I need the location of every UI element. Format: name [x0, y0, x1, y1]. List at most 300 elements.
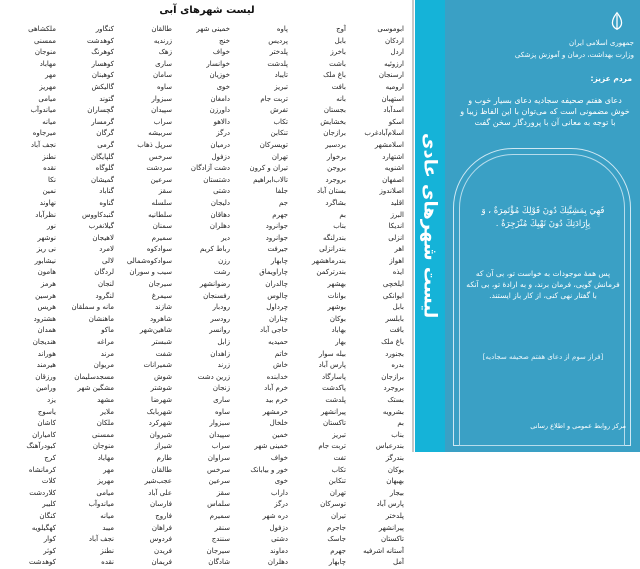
city-name: مهر	[103, 465, 114, 474]
city-name: چالدران	[265, 280, 288, 289]
city-name: اسلام‌آباد‌غرب	[364, 129, 404, 138]
city-name: مشهد	[97, 396, 114, 404]
city-name: خواف	[270, 453, 288, 462]
city-name: تیران و کرون	[249, 164, 288, 173]
city-name: مهریز	[97, 477, 114, 486]
city-name: پاسارگاد	[321, 372, 346, 381]
city-name: بوانات	[327, 291, 346, 300]
city-column-6	[56, 24, 114, 569]
city-name: کوهدشت	[86, 36, 114, 45]
city-name: کوهدشت	[28, 558, 56, 567]
city-name: بروجن	[327, 164, 346, 173]
city-name: گرمسار	[91, 117, 114, 126]
city-name: شاهین‌شهر	[139, 326, 172, 335]
city-name: دالاهو	[213, 117, 230, 126]
city-name: خمین	[272, 430, 288, 439]
city-name: شمیرانات	[143, 361, 172, 370]
city-name: کوهسار	[91, 59, 114, 68]
city-name: ارزوئیه	[384, 59, 404, 68]
city-name: شادگان	[208, 558, 230, 567]
city-name: خدابنده	[266, 372, 288, 381]
city-name: کوهرنگ	[91, 48, 114, 57]
city-name: سوادکوه‌شمالی	[126, 256, 172, 265]
city-name: مهاباد	[39, 59, 56, 68]
city-name: فراهان	[151, 523, 172, 532]
city-name: نطنز	[100, 546, 114, 555]
city-name: دزفول	[269, 523, 288, 532]
city-name: گناوه	[99, 198, 114, 207]
city-name: زرند	[217, 361, 230, 370]
city-name: رزن	[218, 256, 230, 265]
city-name: البرز	[390, 210, 404, 219]
city-name: پارس آباد	[318, 361, 346, 370]
city-name: گیلانغرب	[88, 222, 114, 231]
city-name: طالقان	[151, 25, 172, 33]
city-name: فریدن	[154, 546, 172, 555]
city-name: زرندیه	[153, 36, 172, 45]
city-name: مانه و سملقان	[71, 303, 114, 312]
city-name: ورزقان	[35, 372, 56, 381]
city-name: بندرعباس	[375, 442, 404, 451]
normal-cities-band	[415, 0, 445, 452]
city-name: کهگیلویه	[31, 523, 56, 532]
city-name: کامیاران	[32, 430, 56, 439]
city-name: شبستر	[151, 338, 172, 347]
city-name: کلات	[41, 477, 56, 486]
city-name: هریس	[37, 303, 56, 312]
city-name: گنبدکاووس	[81, 210, 114, 219]
city-name: نطنز	[42, 152, 56, 161]
city-name: اندیکا	[388, 222, 404, 231]
city-name: دیر	[221, 233, 230, 242]
city-name: تهران	[271, 152, 288, 161]
verse-translation: پس همهٔ موجودات به خواست تو، بی آن که فرمانش گویی، فرمان برند، و به ارادهٔ تو، بی آنکه با گفتار نهی کنی، از کار باز ایستند.	[466, 269, 620, 300]
city-name: ملایر	[100, 407, 114, 416]
city-name: یزد	[47, 396, 56, 404]
city-name: شاهرود	[149, 314, 172, 323]
city-name: بابل	[392, 303, 404, 312]
city-name: ممسنی	[92, 430, 114, 439]
city-name: سلسله	[151, 198, 172, 207]
city-name: اقلید	[390, 198, 404, 207]
city-name: شهرضا	[150, 396, 172, 404]
city-name: کنگان	[39, 511, 56, 520]
city-name: زابل	[217, 338, 230, 347]
city-name: اسکو	[388, 117, 404, 126]
city-name: لاهیجان	[92, 233, 114, 242]
city-name: شوش	[153, 372, 172, 381]
city-name: یاسوج	[37, 407, 56, 416]
city-name: کوهبنان	[91, 71, 114, 80]
city-name: خاتم	[274, 349, 288, 358]
city-name: سیمرغ	[151, 291, 172, 300]
city-name: سردشت	[146, 164, 172, 173]
city-name: ارسنجان	[378, 71, 404, 80]
city-name: جهرم	[330, 546, 346, 555]
city-name: هرمز	[40, 280, 56, 289]
city-name: سامان	[152, 71, 172, 80]
city-name: پلدشت	[325, 396, 346, 404]
city-name: اسلامشهر	[374, 140, 404, 149]
city-name: ابوموسی	[377, 25, 404, 33]
band-title: لیست شهرهای عادی	[419, 133, 441, 319]
city-name: سوادکوه	[146, 245, 172, 254]
city-name: تایباد	[274, 71, 288, 80]
city-name: توسرکان	[320, 500, 346, 509]
city-name: جلفا	[275, 187, 288, 196]
city-name: گرمی	[97, 140, 114, 149]
city-name: خوی	[216, 82, 230, 91]
city-name: بردسیر	[325, 140, 346, 149]
city-name: شفت	[155, 349, 172, 358]
city-name: جم	[279, 198, 288, 207]
city-name: ساری	[213, 396, 230, 404]
city-name: مشگین شهر	[77, 384, 114, 393]
city-name: مهریز	[39, 82, 56, 91]
city-name: حاجی آباد	[260, 326, 288, 335]
city-name: شوشتر	[150, 384, 172, 393]
city-name: چناران	[268, 314, 288, 323]
city-name: باغ ملک	[381, 338, 404, 347]
city-name: بیله سوار	[318, 349, 346, 358]
city-name: تاکستان	[380, 535, 404, 544]
city-name: میانه	[42, 117, 56, 126]
city-name: فارسان	[150, 500, 172, 509]
city-name: گتوند	[99, 94, 114, 103]
city-name: تفرش	[270, 106, 288, 115]
city-name: درگز	[274, 500, 288, 509]
city-name: نوشهر	[37, 233, 56, 242]
city-name: دشتی	[271, 535, 288, 544]
city-name: سراب	[153, 117, 172, 126]
city-name: بهبهان	[386, 477, 404, 486]
city-name: آستانه اشرفیه	[363, 546, 404, 555]
city-name: درمیان	[210, 140, 230, 149]
city-name: میامی	[38, 94, 56, 103]
city-name: بندرگز	[385, 453, 404, 462]
footer-signature: مرکز روابط عمومی و اطلاع رسانی	[530, 422, 626, 430]
city-name: کلاردشت	[29, 488, 56, 497]
city-name: چرداول	[266, 303, 288, 312]
iran-emblem-icon	[606, 10, 628, 32]
city-name: تالاب‌ابراهیم	[253, 175, 288, 184]
city-name: رباط کریم	[200, 245, 230, 254]
city-name: بشرویه	[382, 407, 404, 416]
city-name: داورزن	[209, 106, 230, 115]
city-name: بانه	[336, 94, 346, 103]
city-name: ساوه	[214, 407, 230, 416]
city-name: کوار	[43, 535, 56, 544]
city-name: بوکان	[387, 465, 404, 474]
city-name: بافت	[331, 82, 346, 91]
verse-source: [فراز سوم از دعای هفتم صحیفه سجادیه]	[482, 353, 604, 361]
city-name: بوشهر	[327, 303, 346, 312]
city-name: هشترود	[33, 314, 56, 323]
city-name: مرند	[100, 349, 114, 358]
city-name: تبریز	[274, 82, 288, 91]
city-name: بروجرد	[383, 384, 404, 393]
city-name: شازند	[154, 303, 172, 312]
city-column-1	[346, 24, 404, 569]
city-name: هندیجان	[32, 338, 56, 347]
city-name: نکا	[48, 175, 56, 184]
city-name: سرپل ذهاب	[137, 140, 172, 149]
city-name: زاهدان	[210, 349, 230, 358]
city-name: نی ریز	[36, 245, 56, 254]
city-name: آمل	[393, 558, 404, 567]
city-name: زرین دشت	[197, 372, 230, 381]
city-name: سمنان	[152, 222, 172, 231]
city-name: سیب و سوران	[129, 268, 172, 277]
city-name: کرج	[44, 453, 56, 462]
arabic-verse: فَهِيَ بِمَشِيَّتِكَ دُونَ قَوْلِكَ مُؤْتَمِرَةٌ ، وَ بِإِرَادَتِكَ دُونَ نَهْيِكَ مُنْزَجِرَةٌ .	[481, 206, 605, 229]
city-name: بهاباد	[331, 326, 346, 335]
city-name: فردوس	[149, 535, 172, 544]
city-name: بندرماهشهر	[311, 256, 346, 265]
city-name: میانه	[100, 511, 114, 520]
city-name: دماوند	[269, 546, 288, 555]
city-name: خنج	[219, 36, 230, 45]
city-name: ساوه	[156, 82, 172, 91]
city-name: ملکشاهی	[28, 25, 56, 33]
city-name: علی آباد	[148, 488, 172, 497]
city-name: بناب	[333, 222, 346, 231]
city-name: هامون	[37, 268, 56, 277]
city-name: بهار	[335, 338, 346, 347]
city-name: مهر	[45, 71, 56, 80]
city-name: اهر	[394, 245, 404, 254]
city-column-3	[230, 24, 288, 569]
city-name: کلیبر	[42, 500, 56, 509]
city-name: نقده	[43, 164, 56, 173]
city-name: ممسنی	[34, 36, 56, 45]
city-name: اسدآباد	[383, 106, 404, 115]
city-name: مهاباد	[97, 453, 114, 462]
city-name: بندرترکمن	[316, 268, 346, 277]
city-name: بهشهر	[327, 280, 346, 289]
city-name: پاکدشت	[322, 384, 346, 393]
city-name: اردکان	[384, 36, 404, 45]
city-name: رشت	[213, 268, 230, 277]
city-name: منوجان	[34, 48, 56, 57]
ministry-panel	[445, 0, 640, 452]
city-name: کنگاور	[95, 25, 114, 33]
city-name: کرمانشاه	[28, 465, 56, 474]
city-name: روانسر	[209, 326, 230, 335]
city-name: میاندوآب	[30, 106, 56, 115]
city-name: خوانسار	[206, 59, 230, 68]
city-name: تبریز	[332, 430, 346, 439]
city-name: چابهار	[270, 256, 288, 265]
city-name: چالوس	[267, 291, 288, 300]
city-name: ایلخچی	[382, 280, 404, 289]
republic-label: جمهوری اسلامی ایران	[569, 39, 634, 47]
city-name: نجف آباد	[30, 140, 56, 149]
city-name: تفت	[333, 453, 346, 462]
city-name: دشت آزادگان	[190, 164, 230, 173]
city-column-4	[172, 24, 230, 569]
city-name: نقده	[101, 558, 114, 567]
city-name: جوانرود	[265, 222, 288, 231]
city-name: ملکان	[96, 419, 114, 428]
city-name: ماهنشان	[88, 314, 114, 323]
city-name: طالقان	[151, 465, 172, 474]
city-name: آوج	[336, 25, 346, 33]
city-name: جهرم	[272, 210, 288, 219]
city-name: تکاب	[331, 465, 346, 474]
city-name: میرجاوه	[32, 129, 56, 138]
city-name: پلدشت	[267, 59, 288, 68]
city-name: اصلاندوز	[379, 187, 404, 196]
city-name: بخشایش	[320, 117, 346, 126]
city-name: کوثر	[43, 546, 56, 555]
city-name: سرعین	[208, 477, 230, 486]
city-name: تهران	[329, 488, 346, 497]
city-name: سرخس	[207, 465, 230, 474]
city-name: دهلران	[209, 222, 230, 231]
city-name: انزلی	[388, 233, 404, 242]
city-name: لامرد	[99, 245, 114, 254]
city-name: بروجرد	[325, 175, 346, 184]
city-name: اهواز	[389, 256, 404, 265]
city-name: بندرلنگه	[323, 233, 346, 242]
city-name: خرم آباد	[264, 384, 288, 393]
city-name: ماکو	[101, 326, 114, 335]
city-name: پلدختر	[269, 48, 288, 57]
city-name: سبزوار	[209, 419, 230, 428]
city-name: چاراویماق	[259, 268, 288, 277]
city-name: گرگان	[96, 129, 114, 138]
city-name: پیرانشهر	[320, 407, 346, 416]
city-name: پاوه	[276, 25, 288, 33]
city-name: گمیشان	[90, 175, 114, 184]
city-name: مریوان	[93, 361, 114, 370]
city-name: ایذه	[392, 268, 404, 277]
city-name: بجنورد	[385, 349, 404, 358]
city-name: باشت	[329, 59, 346, 68]
city-name: خمینی شهر	[254, 442, 288, 451]
city-name: سلطانیه	[148, 210, 172, 219]
city-name: گچساران	[87, 106, 114, 115]
city-name: باغ ملک	[323, 71, 346, 80]
city-name: پارس آباد	[376, 500, 404, 509]
city-name: لنجان	[97, 280, 114, 289]
city-name: نور	[47, 222, 56, 231]
city-name: داراب	[271, 488, 288, 497]
city-name: اشتهارد	[382, 152, 404, 161]
city-name: جوانرود	[265, 233, 288, 242]
city-name: عجب‌شیر	[144, 477, 172, 486]
city-name: میامی	[96, 488, 114, 497]
city-name: شهربابک	[146, 407, 172, 416]
city-name: خور و بیابانک	[250, 465, 288, 474]
city-name: اصفهان	[382, 175, 404, 184]
city-name: خرمشهر	[262, 407, 288, 416]
city-name: دامغان	[210, 94, 230, 103]
city-name: اشنویه	[384, 164, 404, 173]
city-name: گلپایگان	[91, 152, 114, 161]
city-name: جاجرم	[327, 523, 346, 532]
city-name: دهلران	[267, 558, 288, 567]
city-name: گالیکش	[91, 82, 114, 91]
city-name: گلوگاه	[95, 164, 114, 173]
city-name: بم	[397, 419, 404, 428]
city-name: سنندج	[211, 535, 230, 544]
city-name: مسجدسلیمان	[74, 372, 114, 381]
city-name: سپیدان	[151, 106, 172, 115]
city-name: بجستان	[323, 106, 346, 115]
city-name: میاندوآب	[88, 500, 114, 509]
city-name: سقز	[216, 488, 230, 497]
city-name: ورامین	[36, 384, 56, 393]
intro-text: دعای هفتم صحیفه سجادیه دعای بسیار خوب و خوش مضمونی است که می‌توان با این الفاظ زیبا و با توجه به معانی آن با پروردگار سخن گفت	[460, 96, 630, 127]
city-name: میبد	[102, 523, 114, 532]
city-name: جیرفت	[267, 245, 288, 254]
city-name: خوزیان	[209, 71, 230, 80]
city-name: سبزوار	[151, 94, 172, 103]
city-name: رودبار	[212, 303, 230, 312]
city-name: گناباد	[99, 187, 114, 196]
city-column-7	[0, 24, 56, 569]
city-name: فاروج	[155, 511, 172, 520]
city-name: بابل	[334, 36, 346, 45]
city-name: برخوار	[326, 152, 346, 161]
city-name: خلخال	[269, 419, 288, 428]
city-name: خوی	[274, 477, 288, 486]
greeting-text: مردم عزیز:	[590, 74, 632, 83]
city-name: تکاب	[273, 117, 288, 126]
city-name: دشتستان	[203, 175, 230, 184]
city-name: رودسر	[210, 314, 230, 323]
city-name: شهرکرد	[148, 419, 172, 428]
city-name: نجف آباد	[88, 535, 114, 544]
city-name: برازجان	[381, 372, 404, 381]
city-name: هرسین	[35, 291, 56, 300]
city-name: بیجار	[389, 488, 404, 497]
city-name: هیرمند	[36, 361, 56, 370]
city-name: خواف	[212, 48, 230, 57]
city-name: هوراند	[37, 349, 56, 358]
city-name: سمیرم	[209, 511, 230, 520]
city-name: سیرجان	[206, 546, 230, 555]
city-name: دزفول	[211, 152, 230, 161]
city-name: بافت	[389, 326, 404, 335]
city-name: دشتی	[213, 187, 230, 196]
city-name: ساری	[155, 59, 172, 68]
city-name: بستان آباد	[317, 187, 346, 196]
city-name: برازجان	[323, 129, 346, 138]
city-name: بوکان	[329, 314, 346, 323]
city-name: تربت جام	[260, 94, 288, 103]
city-name: سنقر	[214, 523, 230, 532]
city-name: لردگان	[94, 268, 114, 277]
city-name: لالی	[102, 256, 114, 265]
city-name: تنکابن	[328, 477, 346, 486]
city-column-5	[114, 24, 172, 569]
city-name: بناب	[391, 430, 404, 439]
city-name: فریمان	[151, 558, 172, 567]
city-name: سرعین	[150, 175, 172, 184]
city-name: پلدختر	[385, 511, 404, 520]
city-name: رضوانشهر	[199, 280, 230, 289]
city-name: طارم	[156, 453, 172, 462]
city-name: خاش	[272, 361, 288, 370]
city-name: تویسرکان	[259, 140, 288, 149]
city-name: ایوانکی	[382, 291, 404, 300]
city-name: پردیس	[268, 36, 288, 45]
city-name: سلماس	[207, 500, 230, 509]
city-name: نظرآباد	[35, 210, 56, 219]
